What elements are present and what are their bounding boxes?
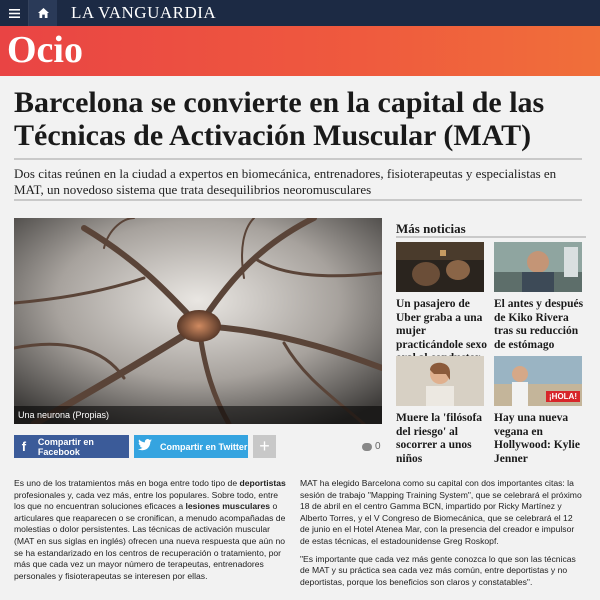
share-more-button[interactable]: + — [253, 435, 276, 458]
hola-badge: ¡HOLA! — [546, 391, 580, 402]
news-item-3[interactable]: Muere la 'filósofa del riesgo' al socorrer a unos niños — [396, 412, 483, 465]
body-emphasis: lesiones musculares — [185, 501, 271, 512]
twitter-icon — [134, 439, 156, 454]
news-item-1[interactable]: Un pasajero de Uber graba a una mujer practicándole sexo — [396, 298, 488, 351]
share-facebook-label: Compartir en Facebook — [37, 436, 94, 457]
section-header — [0, 26, 600, 76]
subheadline-divider — [14, 199, 582, 201]
comment-count-value: 0 — [375, 441, 381, 452]
comment-count[interactable] — [362, 441, 381, 452]
share-twitter-button[interactable] — [134, 435, 248, 458]
body-emphasis: deportistas — [239, 478, 286, 488]
site-logo[interactable]: LA VANGUARDIA — [71, 3, 217, 22]
article-headline: Barcelona se convierte en la capital de las Técnicas de Activación Muscular (MAT) — [14, 86, 545, 152]
body-text: Es uno de los tratamientos más en boga entre todo tipo de — [14, 478, 240, 488]
menu-button[interactable] — [0, 0, 29, 26]
comment-icon — [362, 443, 372, 451]
article-photo[interactable] — [14, 218, 382, 424]
article-body-right — [300, 478, 584, 594]
section-title[interactable]: Ocio — [7, 29, 83, 71]
news-thumb-2[interactable] — [494, 242, 582, 292]
hamburger-icon — [9, 9, 20, 18]
article-subheadline: Dos citas reúnen en la ciudad a expertos en biomecánica, entrenadores, fisioterapeutas y especialistas en MAT, un novedoso sistema que trata desequilibrios neoromusculares — [14, 166, 557, 197]
body-text: profesionales y, cada vez más, entre los populares. Sobre todo, entre los que no encuentran soluciones eficaces a — [14, 489, 279, 512]
body-paragraph-2: MAT ha elegido Barcelona como su capital con dos importantes citas: la sesión de trabajo "Mapping Training System", que se celebrará el próximo 18 de abril en el centro Gamma BCN, impartido por Ricky Martínez y Alberto Torres, y el V Congreso de Biomecánica, que se celebrará el 12 de junio en el Hotel Atenea Mar, con la presencia del creador e impulsor de estas técnicas, el estadounidense Greg Roskopf. — [300, 478, 582, 546]
more-news-title: Más noticias — [396, 221, 466, 236]
photo-caption: Una neurona (Propias) — [14, 406, 382, 424]
headline-divider — [14, 158, 582, 160]
top-nav-bar — [0, 0, 600, 26]
news-thumb-1[interactable] — [396, 242, 484, 292]
facebook-icon: f — [21, 439, 27, 454]
body-paragraph-3: "Es importante que cada vez más gente conozca lo que son las técnicas de MAT y su práctica sea cada vez más común, entre deportistas y no deportistas, porque los beneficios son claros y constatables". — [300, 553, 576, 587]
more-news-divider — [396, 236, 586, 238]
news-item-2[interactable]: El antes y después de Kiko Rivera tras su reducción de estómago — [494, 298, 584, 351]
body-text: o articulares que reaparecen o se cronifican, a menudo acompañadas de molestias o dolor persistentes. Las técnicas de activación muscular (MAT en sus siglas en inglés) ofrecen una nueva respuesta que aún no se ha estandarizado en los centros de recuperación o tratamiento, por más que cada vez un mayor número de terapeutas, entrenadores personales y fisioterapeutas se interesen por ellas. — [14, 501, 286, 581]
news-thumb-3[interactable] — [396, 356, 484, 406]
neuron-image — [14, 218, 382, 424]
home-button[interactable] — [29, 0, 57, 26]
home-icon — [38, 8, 49, 18]
news-item-4[interactable]: Hay una nueva vegana en Hollywood: Kylie Jenner — [494, 412, 580, 465]
article-body-left — [14, 478, 286, 588]
body-paragraph-1 — [14, 478, 286, 582]
share-facebook-button[interactable] — [14, 435, 129, 458]
share-twitter-label: Compartir en Twitter — [160, 441, 248, 452]
news-thumb-4[interactable] — [494, 356, 582, 406]
